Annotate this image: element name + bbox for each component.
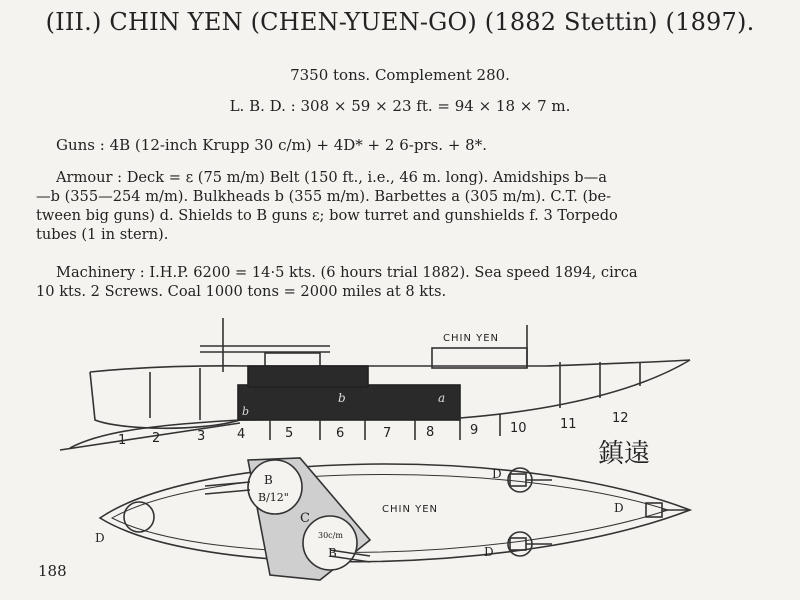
gun-label: D <box>614 501 624 515</box>
section-number: 12 <box>612 411 629 426</box>
section-number: 8 <box>426 425 435 440</box>
section-number: 9 <box>470 423 479 438</box>
lower-barbette <box>303 516 357 570</box>
page-number: 188 <box>38 562 67 580</box>
section-number: 1 <box>118 433 127 448</box>
section-number: 6 <box>336 426 345 441</box>
gun-label: D <box>492 467 502 481</box>
machinery-line: 10 kts. 2 Screws. Coal 1000 tons = 2000 miles at 8 kts. <box>36 283 447 300</box>
section-number: 11 <box>560 417 577 432</box>
upper-barbette <box>248 460 302 514</box>
section-number: 4 <box>237 427 246 442</box>
section-number: 2 <box>152 431 161 446</box>
section-number: 10 <box>510 421 527 436</box>
bridge-structure <box>432 348 527 368</box>
profile-ship-name: CHIN YEN <box>443 333 500 344</box>
armour-belt <box>238 385 460 420</box>
section-number: 3 <box>197 429 206 444</box>
machinery-line: Machinery : I.H.P. 6200 = 14·5 kts. (6 hours trial 1882). Sea speed 1894, circa <box>56 264 638 281</box>
armour-label: b <box>242 405 250 418</box>
section-number: 7 <box>383 426 392 441</box>
armour-label: a <box>438 391 446 405</box>
barbette-block <box>248 366 368 387</box>
plan-ship-name: CHIN YEN <box>382 504 439 515</box>
armour-label: b <box>338 391 346 405</box>
conning-tower-label: C <box>300 511 310 526</box>
barbette-label: B/12" <box>258 491 289 504</box>
gun-label: D <box>484 545 494 559</box>
chinese-ship-name: 鎮遠 <box>598 439 651 469</box>
page-title: (III.) CHIN YEN (CHEN-YUEN-GO) (1882 Stettin) (1897). <box>45 8 755 36</box>
deckhouse <box>265 353 320 367</box>
bow-turret <box>124 502 154 532</box>
barbette-label: 30c/m <box>318 531 343 540</box>
barbette-label: B <box>264 473 273 487</box>
armour-line: tween big guns) d. Shields to B guns ε; bow turret and gunshields f. 3 Torpedo <box>36 207 618 224</box>
section-number: 5 <box>285 426 294 441</box>
gun-label: D <box>95 531 105 545</box>
armour-line: —b (355—254 m/m). Bulkheads b (355 m/m). Barbettes a (305 m/m). C.T. (be- <box>36 188 612 205</box>
barbette-label: B <box>328 546 337 560</box>
ship-plan <box>100 458 690 580</box>
tonnage-complement: 7350 tons. Complement 280. <box>290 66 510 84</box>
armour-line: Armour : Deck = ε (75 m/m) Belt (150 ft., i.e., 46 m. long). Amidships b—a <box>56 169 607 186</box>
guns-line: Guns : 4B (12-inch Krupp 30 c/m) + 4D* + 2 6-prs. + 8*. <box>56 136 487 154</box>
dimensions-line: L. B. D. : 308 × 59 × 23 ft. = 94 × 18 × 7 m. <box>229 97 571 115</box>
armour-line: tubes (1 in stern). <box>36 226 169 243</box>
